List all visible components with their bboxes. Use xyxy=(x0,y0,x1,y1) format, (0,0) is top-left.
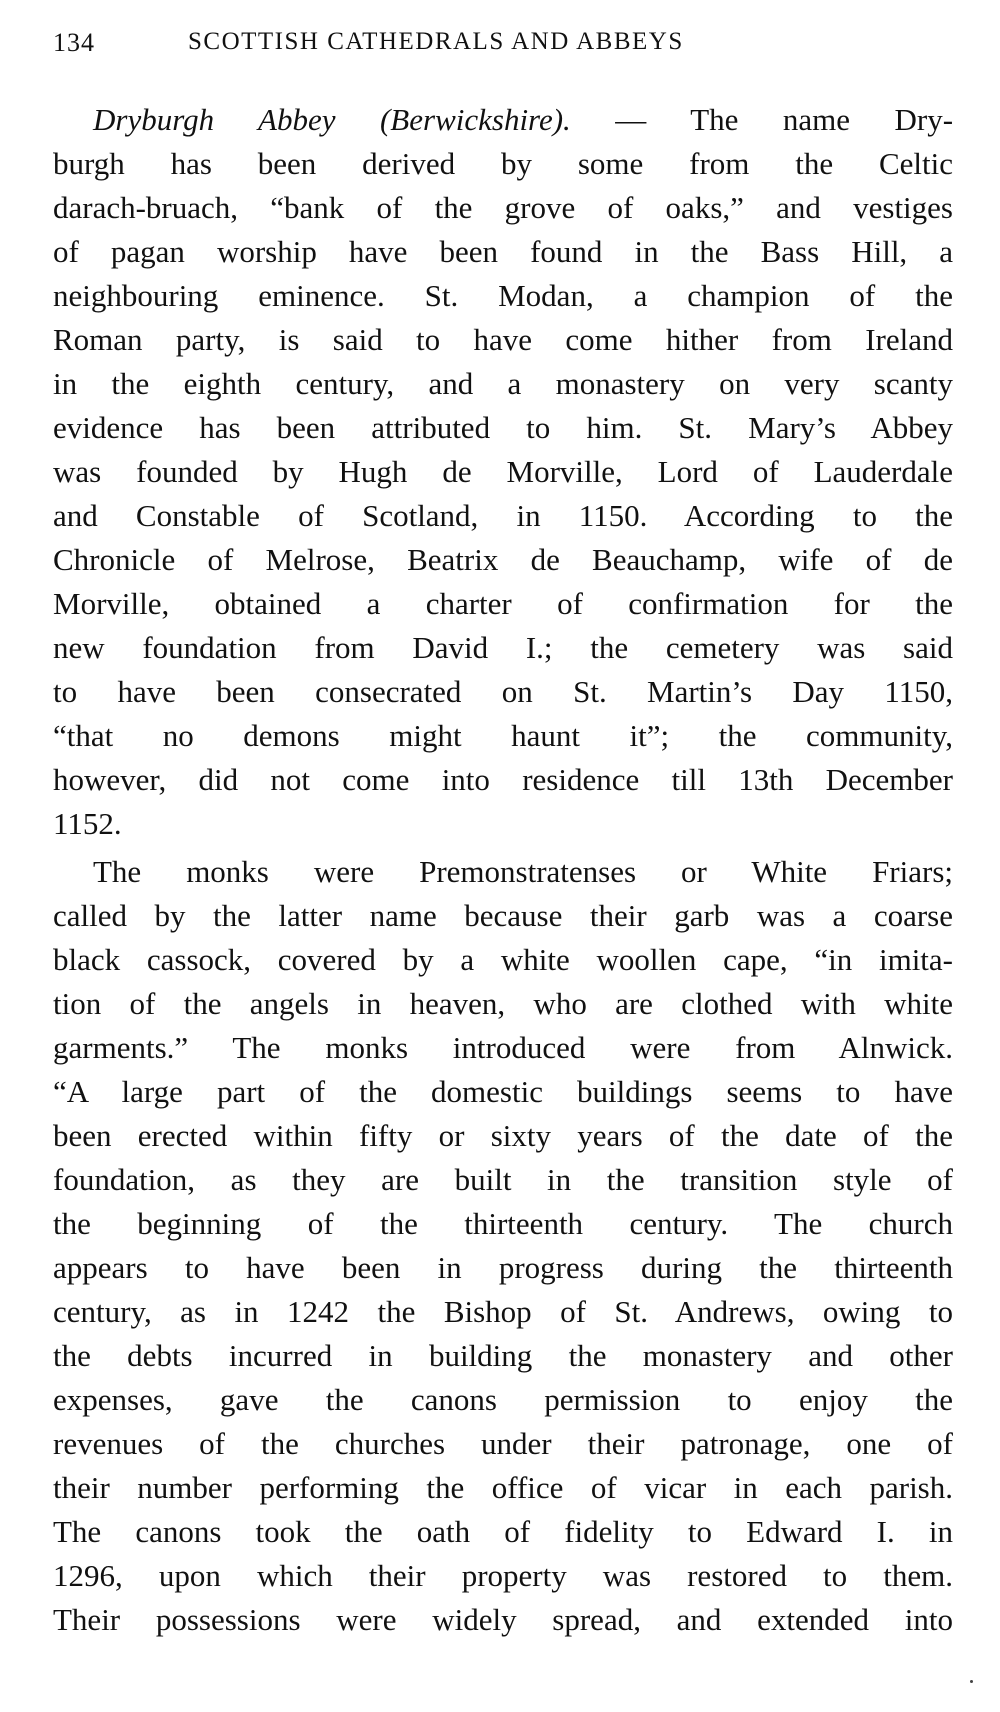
paragraph-dryburgh-abbey xyxy=(53,98,953,846)
text-line: 1152. xyxy=(53,806,122,841)
text-line: “A large part of the domestic buildings seems to have xyxy=(53,1074,953,1109)
text-line: The monks were Premonstratenses or White Friars; xyxy=(93,854,953,889)
text-line: 1296, upon which their property was restored to them. xyxy=(53,1558,953,1593)
scan-speck xyxy=(970,1680,973,1683)
text-line: garments.” The monks introduced were from Alnwick. xyxy=(53,1030,953,1065)
text-line: evidence has been attributed to him. St. Mary’s Abbey xyxy=(53,410,953,445)
text-line: called by the latter name because their garb was a coarse xyxy=(53,898,953,933)
text-fragment: — The name Dry- xyxy=(615,102,954,137)
text-line: darach-bruach, “bank of the grove of oaks,” and vestiges xyxy=(53,190,953,225)
text-line: however, did not come into residence till 13th December xyxy=(53,762,953,797)
running-head: SCOTTISH CATHEDRALS AND ABBEYS xyxy=(188,28,684,55)
text-line: the debts incurred in building the monastery and other xyxy=(53,1338,953,1373)
text-line xyxy=(53,98,953,142)
text-line: Their possessions were widely spread, and extended into xyxy=(53,1602,953,1637)
text-line: expenses, gave the canons permission to enjoy the xyxy=(53,1382,953,1417)
body-text xyxy=(53,98,953,1642)
text-line: burgh has been derived by some from the Celtic xyxy=(53,146,953,181)
text-line: neighbouring eminence. St. Modan, a champion of the xyxy=(53,278,953,313)
text-line: to have been consecrated on St. Martin’s Day 1150, xyxy=(53,674,953,709)
text-line: of pagan worship have been found in the Bass Hill, a xyxy=(53,234,953,269)
text-line: “that no demons might haunt it”; the community, xyxy=(53,718,953,753)
page-number: 134 xyxy=(53,28,95,57)
text-line: tion of the angels in heaven, who are clothed with white xyxy=(53,986,953,1021)
text-line: was founded by Hugh de Morville, Lord of Lauderdale xyxy=(53,454,953,489)
text-line: foundation, as they are built in the transition style of xyxy=(53,1162,953,1197)
text-line: century, as in 1242 the Bishop of St. Andrews, owing to xyxy=(53,1294,953,1329)
section-heading: Dryburgh Abbey xyxy=(93,102,336,137)
text-line: the beginning of the thirteenth century. The church xyxy=(53,1206,953,1241)
text-line: Roman party, is said to have come hither from Ireland xyxy=(53,322,953,357)
text-line: The canons took the oath of fidelity to Edward I. in xyxy=(53,1514,953,1549)
text-line: in the eighth century, and a monastery on very scanty xyxy=(53,366,953,401)
text-line: Chronicle of Melrose, Beatrix de Beauchamp, wife of de xyxy=(53,542,953,577)
text-line: new foundation from David I.; the cemetery was said xyxy=(53,630,953,665)
text-line: their number performing the office of vicar in each parish. xyxy=(53,1470,953,1505)
text-line: appears to have been in progress during the thirteenth xyxy=(53,1250,953,1285)
section-heading-county: (Berwickshire). xyxy=(379,102,571,137)
text-line: been erected within fifty or sixty years of the date of the xyxy=(53,1118,953,1153)
page-header xyxy=(53,28,953,78)
text-line: Morville, obtained a charter of confirmation for the xyxy=(53,586,953,621)
text-line: revenues of the churches under their patronage, one of xyxy=(53,1426,953,1461)
paragraph-monks xyxy=(53,850,953,1642)
text-line: and Constable of Scotland, in 1150. According to the xyxy=(53,498,953,533)
text-line: black cassock, covered by a white woollen cape, “in imita- xyxy=(53,942,953,977)
